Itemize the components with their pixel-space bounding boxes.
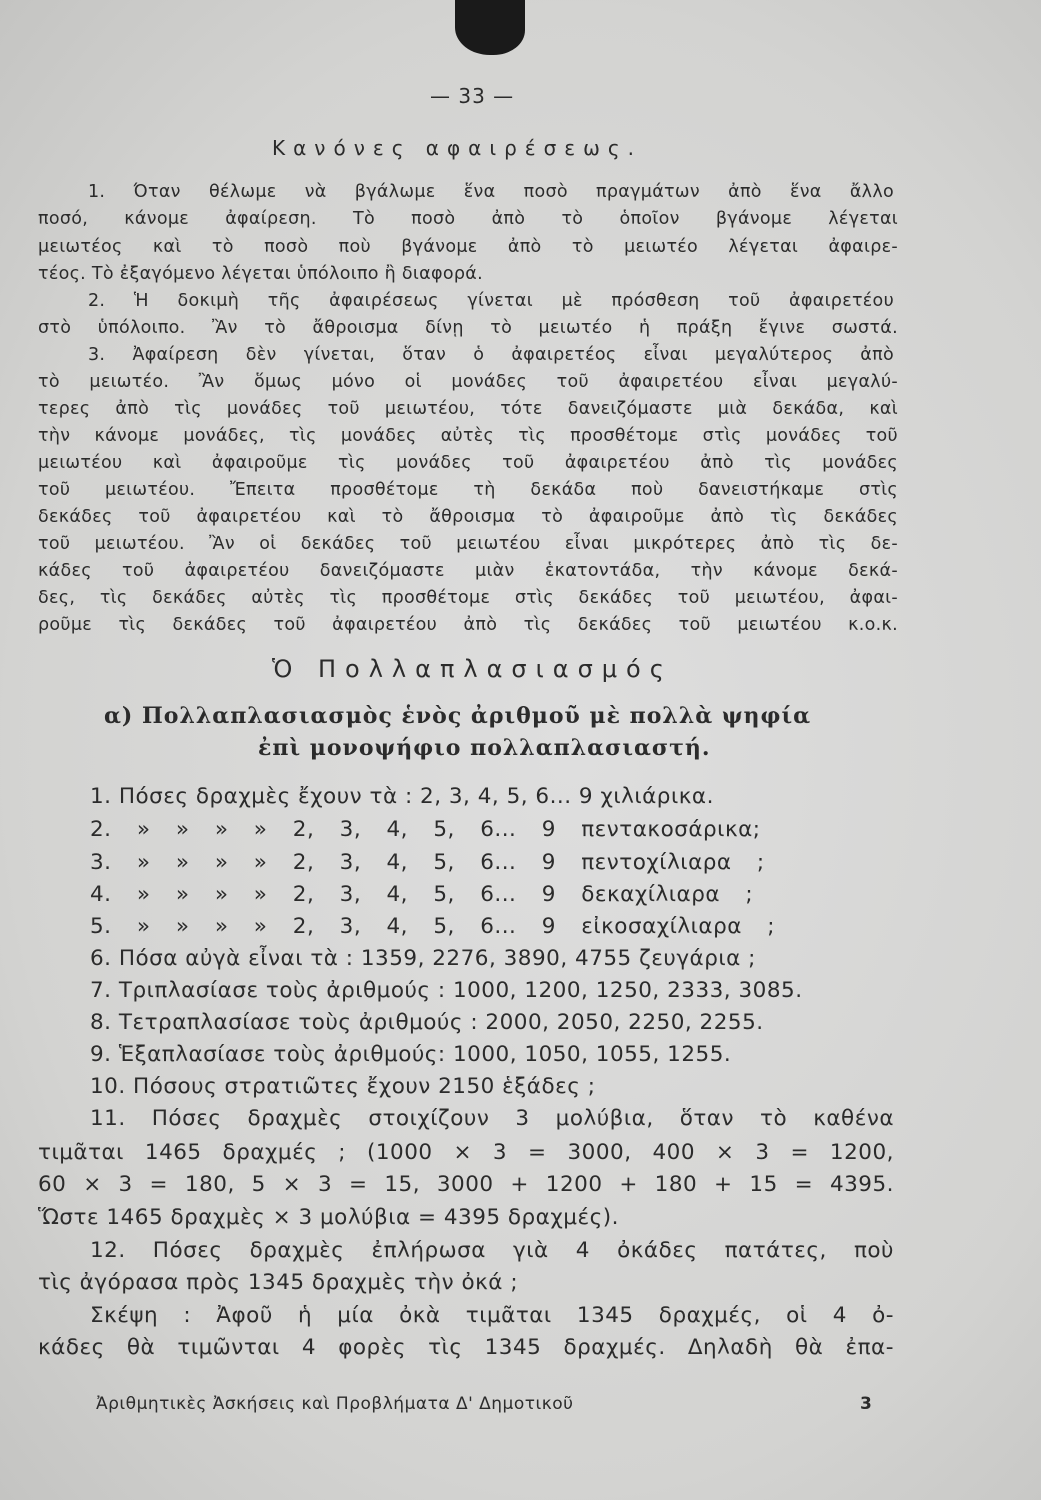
exercise-line: 12. Πόσες δραχμὲς ἐπλήρωσα γιὰ 4 ὀκάδες πατάτες, ποὺ (90, 1238, 894, 1263)
rule-line: τοῦ μειωτέου. Ἔπειτα προσθέτομε τὴ δεκάδα ποὺ δανειστήκαμε στὶς (38, 480, 898, 500)
rule-line: 1. Όταν θέλωμε νὰ βγάλωμε ἕνα ποσὸ πραγμάτων ἀπὸ ἕνα ἄλλο (88, 182, 894, 202)
heading-multiplication: Ὁ Πολλαπλασιασμός (272, 655, 673, 683)
exercise-line: 5. » » » » 2, 3, 4, 5, 6... 9 εἰκοσαχίλιαρα ; (90, 914, 776, 939)
subheading-line-2: ἐπὶ μονοψήφιο πολλαπλασιαστή. (258, 735, 711, 761)
rule-line: δεκάδες τοῦ ἀφαιρετέου καὶ τὸ ἄθροισμα τὸ ἀφαιροῦμε ἀπὸ τὶς δεκάδες (38, 507, 898, 527)
rule-line: τερες ἀπὸ τὶς μονάδες τοῦ μειωτέου, τότε δανειζόμαστε μιὰ δεκάδα, καὶ (38, 399, 898, 419)
rule-line: 2. Ἡ δοκιμὴ τῆς ἀφαιρέσεως γίνεται μὲ πρόσθεση τοῦ ἀφαιρετέου (88, 291, 894, 311)
ink-blot (455, 0, 525, 55)
subheading-line-1: α) Πολλαπλασιασμὸς ἑνὸς ἀριθμοῦ μὲ πολλὰ ψηφία (104, 703, 812, 729)
rule-line: μειωτέος καὶ τὸ ποσὸ ποὺ βγάνομε ἀπὸ τὸ μειωτέο λέγεται ἀφαιρε- (38, 237, 898, 257)
exercise-line: 8. Τετραπλασίασε τοὺς ἀριθμούς : 2000, 2050, 2250, 2255. (90, 1010, 764, 1035)
exercise-line: κάδες θὰ τιμῶνται 4 φορὲς τὶς 1345 δραχμές. Δηλαδὴ θὰ ἐπα- (38, 1335, 894, 1360)
exercise-line: 60 × 3 = 180, 5 × 3 = 15, 3000 + 1200 + 180 + 15 = 4395. (38, 1172, 894, 1197)
exercise-line: τιμᾶται 1465 δραχμές ; (1000 × 3 = 3000, 400 × 3 = 1200, (38, 1140, 894, 1165)
rule-line: μειωτέου καὶ ἀφαιροῦμε τὶς μονάδες τοῦ ἀφαιρετέου ἀπὸ τὶς μονάδες (38, 453, 898, 473)
footer-title: Ἀριθμητικὲς Ἀσκήσεις καὶ Προβλήματα Δ' Δημοτικοῦ (96, 1394, 574, 1414)
heading-subtraction: Κανόνες αφαιρέσεως. (272, 136, 642, 160)
exercise-line: 10. Πόσους στρατιῶτες ἔχουν 2150 ἑξάδες ; (90, 1074, 596, 1099)
rule-line: κάδες τοῦ ἀφαιρετέου δανειζόμαστε μιὰν ἑκατοντάδα, τὴν κάνομε δεκά- (38, 561, 898, 581)
exercise-line: Ὥστε 1465 δραχμὲς × 3 μολύβια = 4395 δραχμές). (38, 1205, 619, 1230)
exercise-line: 9. Ἑξαπλασίασε τοὺς ἀριθμούς: 1000, 1050, 1055, 1255. (90, 1042, 732, 1067)
rule-line: τὴν κάνομε μονάδες, τὶς μονάδες αὐτὲς τὶς προσθέτομε στὶς μονάδες τοῦ (38, 426, 898, 446)
rule-line: στὸ ὑπόλοιπο. Ἂν τὸ ἄθροισμα δίνῃ τὸ μειωτέο ἡ πράξη ἔγινε σωστά. (38, 318, 898, 338)
exercise-line: 2. » » » » 2, 3, 4, 5, 6... 9 πεντακοσάρικα; (90, 817, 761, 842)
exercise-line: Σκέψη : Ἀφοῦ ἡ μία ὀκὰ τιμᾶται 1345 δραχμές, οἱ 4 ὀ- (90, 1303, 894, 1328)
exercise-line: 6. Πόσα αὐγὰ εἶναι τὰ : 1359, 2276, 3890, 4755 ζευγάρια ; (90, 946, 756, 971)
rule-line: τέος. Τὸ ἐξαγόμενο λέγεται ὑπόλοιπο ἢ διαφορά. (38, 264, 483, 284)
rule-line: δες, τὶς δεκάδες αὐτὲς τὶς προσθέτομε στὶς δεκάδες τοῦ μειωτέου, ἀφαι- (38, 588, 898, 608)
exercise-line: 3. » » » » 2, 3, 4, 5, 6... 9 πεντοχίλιαρα ; (90, 850, 765, 875)
footer-signature: 3 (860, 1394, 872, 1414)
rule-line: τὸ μειωτέο. Ἂν ὅμως μόνο οἱ μονάδες τοῦ ἀφαιρετέου εἶναι μεγαλύ- (38, 372, 898, 392)
exercise-line: τὶς ἀγόρασα πρὸς 1345 δραχμὲς τὴν ὀκά ; (38, 1270, 519, 1295)
rule-line: ποσό, κάνομε ἀφαίρεση. Τὸ ποσὸ ἀπὸ τὸ ὁποῖον βγάνομε λέγεται (38, 209, 898, 229)
rule-line: 3. Ἀφαίρεση δὲν γίνεται, ὅταν ὁ ἀφαιρετέος εἶναι μεγαλύτερος ἀπὸ (88, 345, 894, 365)
exercise-line: 4. » » » » 2, 3, 4, 5, 6... 9 δεκαχίλιαρα ; (90, 882, 754, 907)
rule-line: τοῦ μειωτέου. Ἂν οἱ δεκάδες τοῦ μειωτέου εἶναι μικρότερες ἀπὸ τὶς δε- (38, 534, 898, 554)
exercise-line: 7. Τριπλασίασε τοὺς ἀριθμούς : 1000, 1200, 1250, 2333, 3085. (90, 978, 803, 1003)
exercise-line: 1. Πόσες δραχμὲς ἔχουν τὰ : 2, 3, 4, 5, 6... 9 χιλιάρικα. (90, 784, 714, 809)
exercise-line: 11. Πόσες δραχμὲς στοιχίζουν 3 μολύβια, ὅταν τὸ καθένα (90, 1106, 894, 1131)
rule-line: ροῦμε τὶς δεκάδες τοῦ ἀφαιρετέου ἀπὸ τὶς δεκάδες τοῦ μειωτέου κ.ο.κ. (38, 615, 898, 635)
page-number: — 33 — (430, 84, 515, 108)
